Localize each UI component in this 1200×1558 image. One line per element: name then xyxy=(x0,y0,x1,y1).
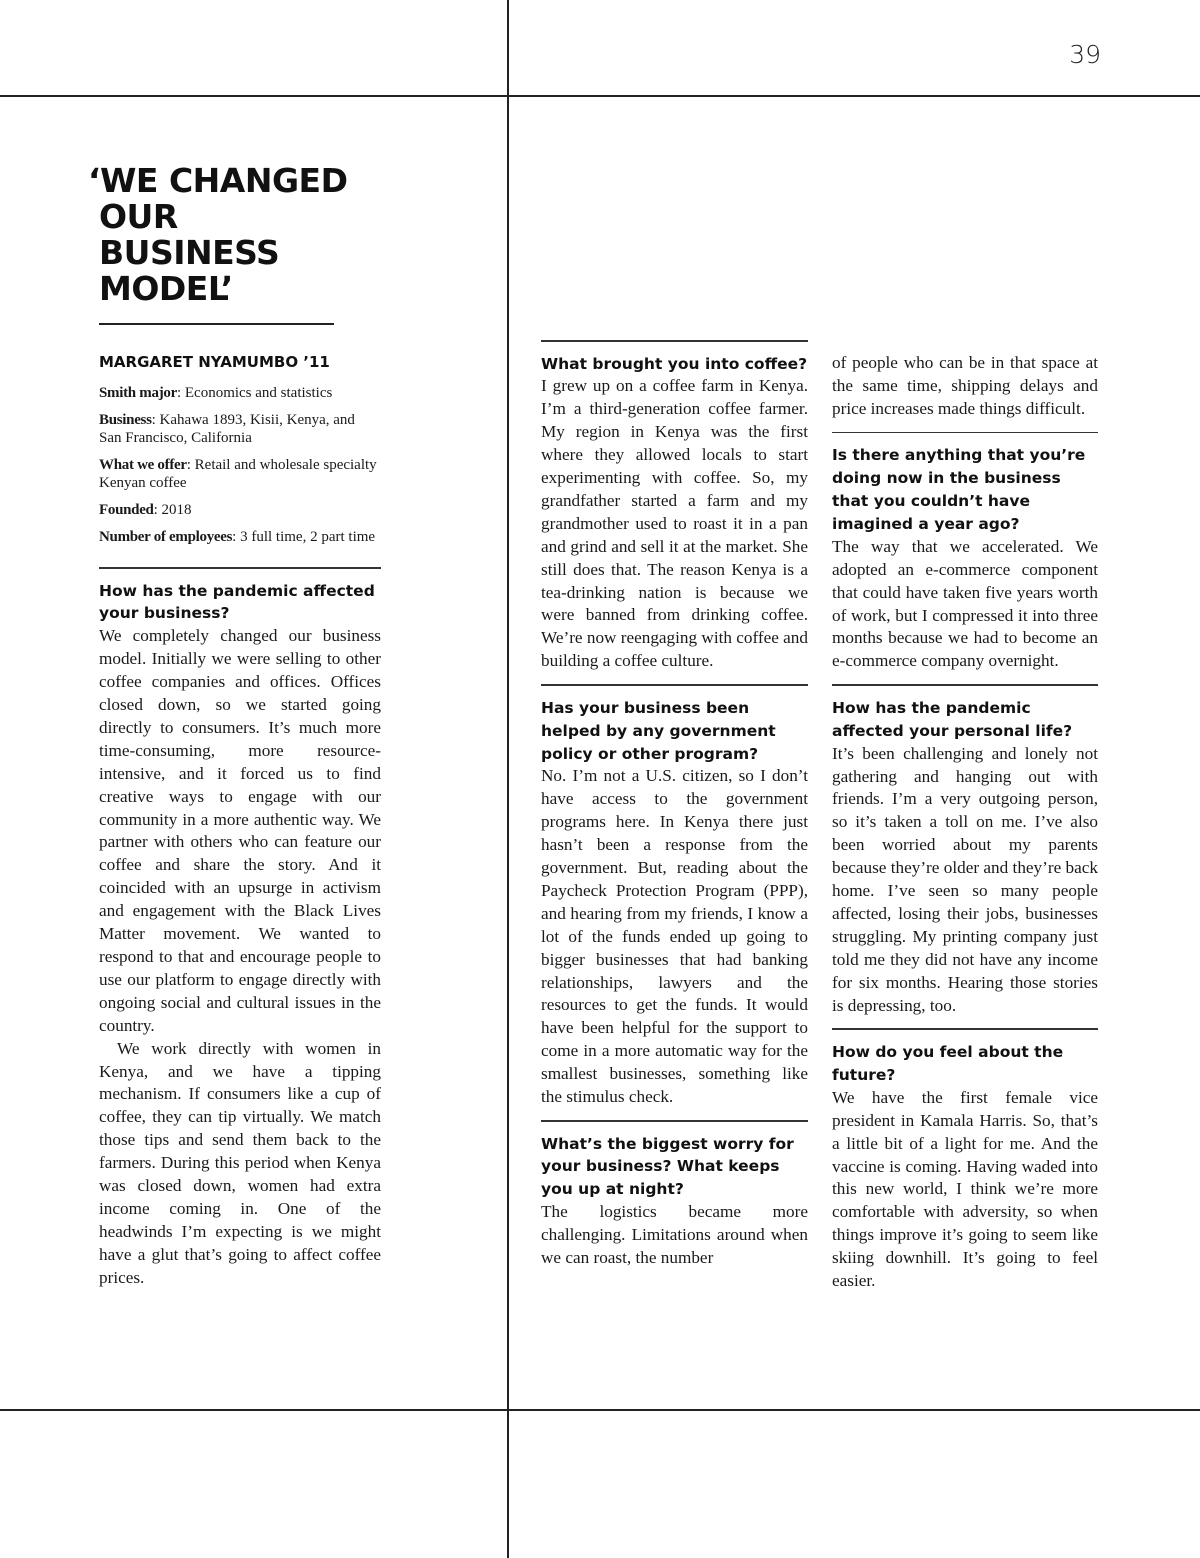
answer-text: We have the first female vice president in Kamala Harris. So, that’s a little bit of a light for me. And the vaccine is coming. Having waded into this new world, I think we’re more comfortable with adversity, so when things improve it’s going to seem like skiing downhill. It’s going to feel easier. xyxy=(832,1087,1098,1291)
section-divider xyxy=(832,432,1098,434)
section-divider xyxy=(541,340,808,342)
center-frame-rule xyxy=(507,0,509,1558)
article-headline xyxy=(88,163,388,307)
question-heading: How has the pandemic affected your personal life? xyxy=(832,698,1073,740)
fact-employees: Number of employees: 3 full time, 2 part time xyxy=(99,529,376,545)
section-divider xyxy=(832,1028,1098,1030)
question-heading: How do you feel about the future? xyxy=(832,1042,1064,1084)
answer-text: The way that we accelerated. We adopted an e-commerce component that could have taken five years worth of work, but I compressed it into three months because we had to become an e-commerce company overnight. xyxy=(832,536,1098,671)
question-heading: Is there anything that you’re doing now in the business that you couldn’t have imagined a year ago? xyxy=(832,446,1086,533)
headline-underline xyxy=(99,323,334,325)
question-heading: Has your business been helped by any government policy or other program? xyxy=(541,698,776,763)
headline-line-1: ‘WE CHANGED xyxy=(88,161,348,200)
fact-business: Business: Kahawa 1893, Kisii, Kenya, and San Francisco, California xyxy=(99,412,355,446)
answer-text: No. I’m not a U.S. citizen, so I don’t have access to the government programs here. In Kenya there just hasn’t been a response from the government. But, reading about the Paycheck Protection Program (PPP), and hearing from my friends, I know a lot of the funds ended up going to bigger businesses that had banking relationships, lawyers and the resources to get the funds. It would have been helpful for the support to come in a more automatic way for the smallest businesses, something like the stimulus check. xyxy=(541,766,808,1107)
answer-text: We completely changed our business model. Initially we were selling to other coffee companies and offices. Offices closed down, so we started going directly to consumers. It’s much more time-consuming, more resource-intensive, and it forced us to find creative ways to engage with our community in a more authentic way. We partner with others who can feature our coffee and share the story. And it coincided with an upsurge in activism and engagement with the Black Lives Matter movement. We wanted to respond to that and encourage people to use our platform to engage directly with ongoing social and cultural issues in the country. xyxy=(99,626,381,1035)
headline-line-4: MODEL’ xyxy=(99,269,233,308)
column-1 xyxy=(99,350,381,1290)
column-2 xyxy=(541,340,808,1270)
answer-text: The logistics became more challenging. Limitations around when we can roast, the number xyxy=(541,1202,808,1268)
fact-offer: What we offer: Retail and wholesale specialty Kenyan coffee xyxy=(99,457,377,491)
page-number: 39 xyxy=(1069,40,1101,69)
headline-line-3: BUSINESS xyxy=(99,233,280,272)
answer-text: It’s been challenging and lonely not gathering and hanging out with friends. I’m a very outgoing person, so it’s taken a toll on me. I’ve also been worried about my parents because they’re older and they’re back home. I’ve seen so many people affected, losing their jobs, businesses struggling. My printing company just told me they did not have any income for six months. Hearing those stories is depressing, too. xyxy=(832,743,1098,1015)
answer-text: I grew up on a coffee farm in Kenya. I’m a third-generation coffee farmer. My region in Kenya was the first where they allowed locals to start experimenting with coffee. So, my grandfather started a farm and my grandmother used to roast it in a pan and grind and sell it at the market. She still does that. The reason Kenya is a tea-drinking nation is because we were banned from drinking coffee. We’re now reengaging with coffee and building a coffee culture. xyxy=(541,376,808,671)
fact-major: Smith major: Economics and statistics xyxy=(99,385,333,401)
answer-text: We work directly with women in Kenya, and we have a tipping mechanism. If consumers like a cup of coffee, they can tip virtually. We match those tips and send them back to the farmers. During this period when Kenya was closed down, women had extra income coming in. One of the headwinds I’m expecting is we might have a glut that’s going to affect coffee prices. xyxy=(99,1038,381,1287)
column-3 xyxy=(832,352,1098,1293)
answer-text-continued: of people who can be in that space at the same time, shipping delays and price increases made things difficult. xyxy=(832,353,1098,418)
bottom-frame-rule xyxy=(0,1409,1200,1411)
section-divider xyxy=(832,684,1098,686)
headline-line-2: OUR xyxy=(99,197,178,236)
profile-name: MARGARET NYAMUMBO ’11 xyxy=(99,353,330,371)
section-divider xyxy=(541,1120,808,1122)
question-heading: What brought you into coffee? xyxy=(541,354,808,373)
section-divider xyxy=(99,567,381,569)
top-frame-rule xyxy=(0,95,1200,97)
fact-founded: Founded: 2018 xyxy=(99,502,192,518)
section-divider xyxy=(541,684,808,686)
question-heading: What’s the biggest worry for your business? What keeps you up at night? xyxy=(541,1134,794,1199)
question-heading: How has the pandemic affected your business? xyxy=(99,581,375,623)
